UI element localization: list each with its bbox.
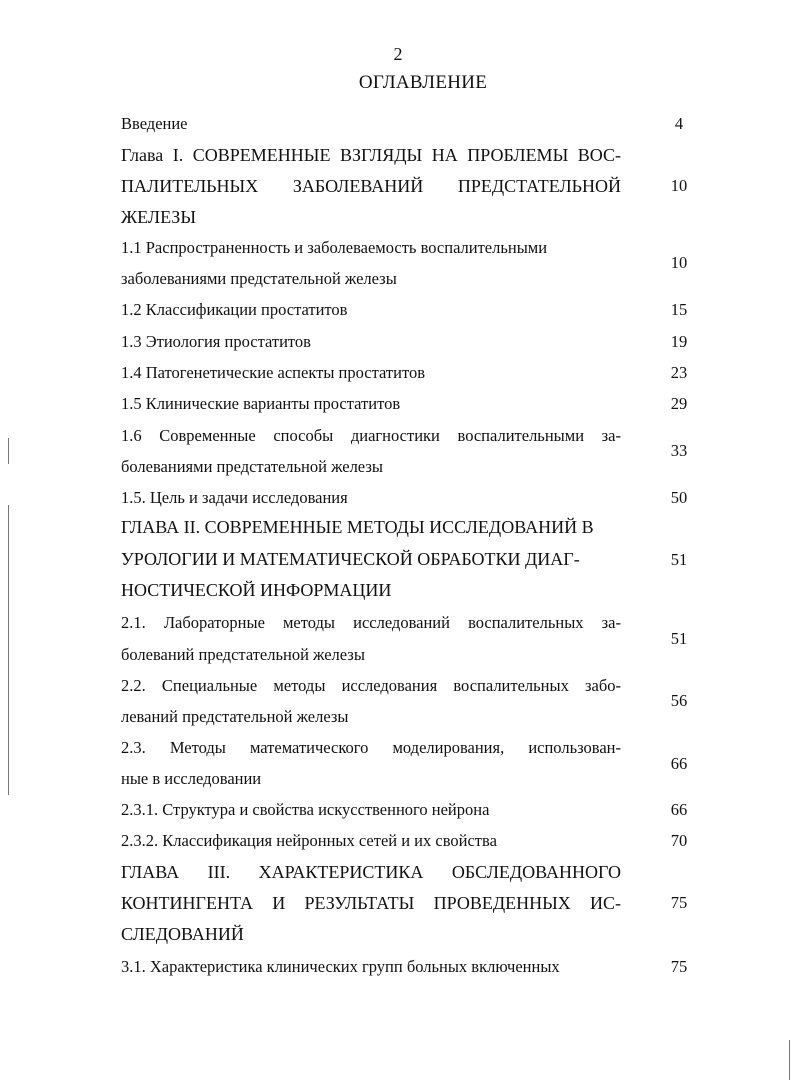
toc-page-number: 4 bbox=[674, 114, 684, 133]
page-title: ОГЛАВЛЕНИЕ bbox=[358, 72, 488, 93]
toc-page-number: 19 bbox=[670, 332, 688, 351]
toc-page-number: 70 bbox=[670, 831, 688, 850]
toc-entry-line: 1.5. Цель и задачи исследования bbox=[121, 488, 348, 507]
toc-entry-line: леваний предстательной железы bbox=[121, 707, 349, 726]
toc-page-number: 56 bbox=[670, 691, 688, 710]
toc-page-number: 51 bbox=[670, 550, 688, 569]
toc-entry-line: ПАЛИТЕЛЬНЫХ ЗАБОЛЕВАНИЙ ПРЕДСТАТЕЛЬНОЙ bbox=[121, 176, 621, 196]
toc-entry-line: НОСТИЧЕСКОЙ ИНФОРМАЦИИ bbox=[121, 580, 392, 600]
toc-page-number: 10 bbox=[670, 253, 688, 272]
toc-entry-line: 3.1. Характеристика клинических групп больных включенных bbox=[121, 957, 560, 976]
toc-entry-line: 2.3. Методы математического моделирования, использован- bbox=[121, 738, 621, 757]
scan-margin-mark bbox=[789, 1040, 790, 1080]
toc-page-number: 51 bbox=[670, 629, 688, 648]
toc-page-number: 33 bbox=[670, 441, 688, 460]
toc-entry-line: 1.2 Классификации простатитов bbox=[121, 300, 348, 319]
toc-page-number: 29 bbox=[670, 394, 688, 413]
toc-entry-line: Введение bbox=[121, 114, 188, 133]
toc-entry-line: заболеваниями предстательной железы bbox=[121, 269, 397, 288]
toc-entry-line: 1.6 Современные способы диагностики воспалительными за- bbox=[121, 426, 621, 445]
toc-page-number: 75 bbox=[670, 957, 688, 976]
toc-page-number: 50 bbox=[670, 488, 688, 507]
toc-page-number: 15 bbox=[670, 300, 688, 319]
toc-page-number: 66 bbox=[670, 800, 688, 819]
toc-entry-line: ные в исследовании bbox=[121, 769, 262, 788]
scan-margin-mark bbox=[8, 505, 9, 795]
toc-entry-line: 1.5 Клинические варианты простатитов bbox=[121, 394, 401, 413]
toc-entry-line: ГЛАВА III. ХАРАКТЕРИСТИКА ОБСЛЕДОВАННОГО bbox=[121, 862, 621, 882]
toc-entry-line: СЛЕДОВАНИЙ bbox=[121, 924, 244, 944]
toc-entry-line: 1.4 Патогенетические аспекты простатитов bbox=[121, 363, 425, 382]
toc-entry-line: 2.3.1. Структура и свойства искусственного нейрона bbox=[121, 800, 490, 819]
toc-entry-line: 2.1. Лабораторные методы исследований воспалительных за- bbox=[121, 613, 621, 632]
toc-page-number: 23 bbox=[670, 363, 688, 382]
toc-entry-line: КОНТИНГЕНТА И РЕЗУЛЬТАТЫ ПРОВЕДЕННЫХ ИС- bbox=[121, 893, 621, 913]
toc-page-number: 10 bbox=[670, 176, 688, 195]
toc-page-number: 66 bbox=[670, 754, 688, 773]
toc-entry-line: болеваниями предстательной железы bbox=[121, 457, 383, 476]
toc-entry-line: ГЛАВА II. СОВРЕМЕННЫЕ МЕТОДЫ ИССЛЕДОВАНИЙ В bbox=[121, 517, 594, 537]
toc-entry-line: 2.2. Специальные методы исследования воспалительных забо- bbox=[121, 676, 621, 695]
toc-entry-line: Глава I. СОВРЕМЕННЫЕ ВЗГЛЯДЫ НА ПРОБЛЕМЫ ВОС- bbox=[121, 145, 621, 165]
scan-margin-mark bbox=[8, 438, 9, 464]
toc-entry-line: болеваний предстательной железы bbox=[121, 645, 365, 664]
toc-entry-line: 2.3.2. Классификация нейронных сетей и их свойства bbox=[121, 831, 497, 850]
page-number: 2 bbox=[393, 44, 403, 64]
toc-entry-line: 1.3 Этиология простатитов bbox=[121, 332, 311, 351]
toc-entry-line: ЖЕЛЕЗЫ bbox=[121, 207, 197, 227]
toc-entry-line: 1.1 Распространенность и заболеваемость воспалительными bbox=[121, 238, 548, 257]
toc-page-number: 75 bbox=[670, 893, 688, 912]
toc-entry-line: УРОЛОГИИ И МАТЕМАТИЧЕСКОЙ ОБРАБОТКИ ДИАГ- bbox=[121, 549, 580, 569]
